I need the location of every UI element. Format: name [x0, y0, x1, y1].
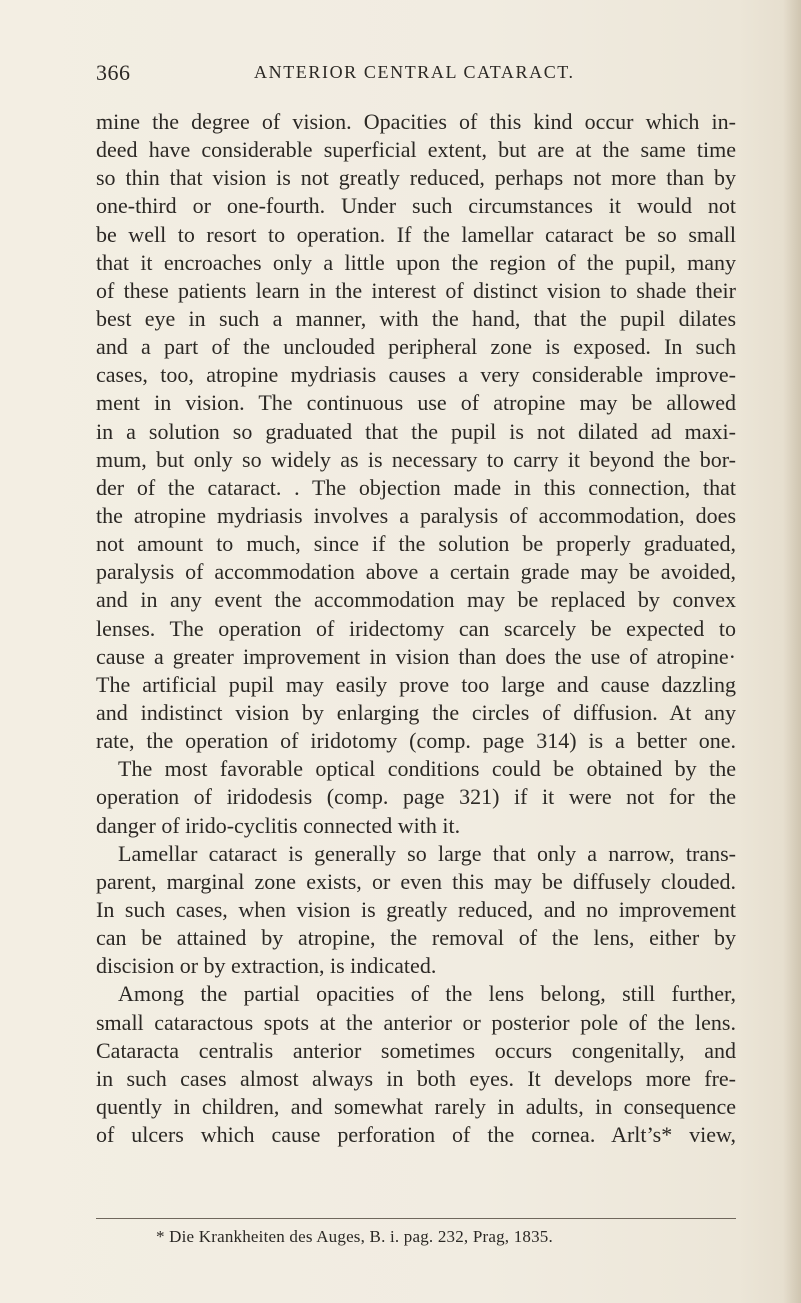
text-line: so thin that vision is not greatly reduced, perhaps not more than by	[96, 165, 736, 191]
footnote-divider	[96, 1218, 736, 1219]
text-line: discision or by extraction, is indicated.	[96, 953, 437, 979]
text-line: can be attained by atropine, the removal of the lens, either by	[96, 925, 736, 951]
text-line: in such cases almost always in both eyes. It develops more fre-	[96, 1065, 736, 1091]
text-line: mine the degree of vision. Opacities of this kind occur which in-	[96, 109, 736, 134]
text-line: In such cases, when vision is greatly reduced, and no improvement	[96, 896, 736, 922]
text-line: rate, the operation of iridotomy (comp. page 314) is a better one.	[96, 728, 736, 754]
footnote: * Die Krankheiten des Auges, B. i. pag. 232, Prag, 1835.	[156, 1227, 553, 1246]
text-line: paralysis of accommodation above a certain grade may be avoided,	[96, 559, 736, 585]
text-line: operation of iridodesis (comp. page 321) if it were not for the	[96, 784, 736, 810]
text-line: Cataracta centralis anterior sometimes occurs congenitally, and	[96, 1037, 736, 1063]
text-line: and a part of the unclouded peripheral zone is exposed. In such	[96, 334, 736, 360]
text-line: and in any event the accommodation may be replaced by convex	[96, 587, 736, 613]
text-line: deed have considerable superficial extent, but are at the same time	[96, 137, 736, 163]
text-line: der of the cataract. . The objection made in this connection, that	[96, 474, 736, 500]
text-line: best eye in such a manner, with the hand, that the pupil dilates	[96, 305, 736, 331]
text-line: and indistinct vision by enlarging the circles of diffusion. At any	[96, 699, 736, 725]
body-text	[96, 108, 736, 1149]
text-line: The most favorable optical conditions could be obtained by the	[118, 756, 736, 782]
text-line: Among the partial opacities of the lens belong, still further,	[118, 981, 736, 1007]
text-line: Lamellar cataract is generally so large that only a narrow, trans-	[118, 840, 736, 866]
text-line: parent, marginal zone exists, or even this may be diffusely clouded.	[96, 868, 736, 894]
text-line: small cataractous spots at the anterior or posterior pole of the lens.	[96, 1009, 736, 1035]
text-line: The artificial pupil may easily prove too large and cause dazzling	[96, 671, 736, 697]
text-line: of ulcers which cause perforation of the cornea. Arlt’s* view,	[96, 1122, 736, 1148]
text-line: be well to resort to operation. If the lamellar cataract be so small	[96, 221, 736, 247]
text-line: quently in children, and somewhat rarely in adults, in consequence	[96, 1093, 736, 1119]
running-head	[96, 60, 736, 90]
text-line: one-third or one-fourth. Under such circumstances it would not	[96, 193, 736, 219]
text-line: of these patients learn in the interest of distinct vision to shade their	[96, 277, 736, 303]
text-line: cases, too, atropine mydriasis causes a very considerable improve-	[96, 362, 736, 388]
text-line: that it encroaches only a little upon the region of the pupil, many	[96, 249, 736, 275]
text-line: lenses. The operation of iridectomy can scarcely be expected to	[96, 615, 736, 641]
text-line: mum, but only so widely as is necessary to carry it beyond the bor-	[96, 446, 736, 472]
running-title: ANTERIOR CENTRAL CATARACT.	[254, 62, 575, 82]
text-line: ment in vision. The continuous use of atropine may be allowed	[96, 390, 736, 416]
text-line: cause a greater improvement in vision than does the use of atropine·	[96, 643, 736, 669]
text-line: in a solution so graduated that the pupil is not dilated ad maxi-	[96, 418, 736, 444]
text-line: not amount to much, since if the solution be properly graduated,	[96, 531, 736, 557]
text-line: danger of irido-cyclitis connected with it.	[96, 812, 461, 838]
page-number: 366	[96, 60, 131, 85]
page-edge-shadow	[783, 0, 801, 1303]
text-line: the atropine mydriasis involves a paralysis of accommodation, does	[96, 502, 736, 528]
